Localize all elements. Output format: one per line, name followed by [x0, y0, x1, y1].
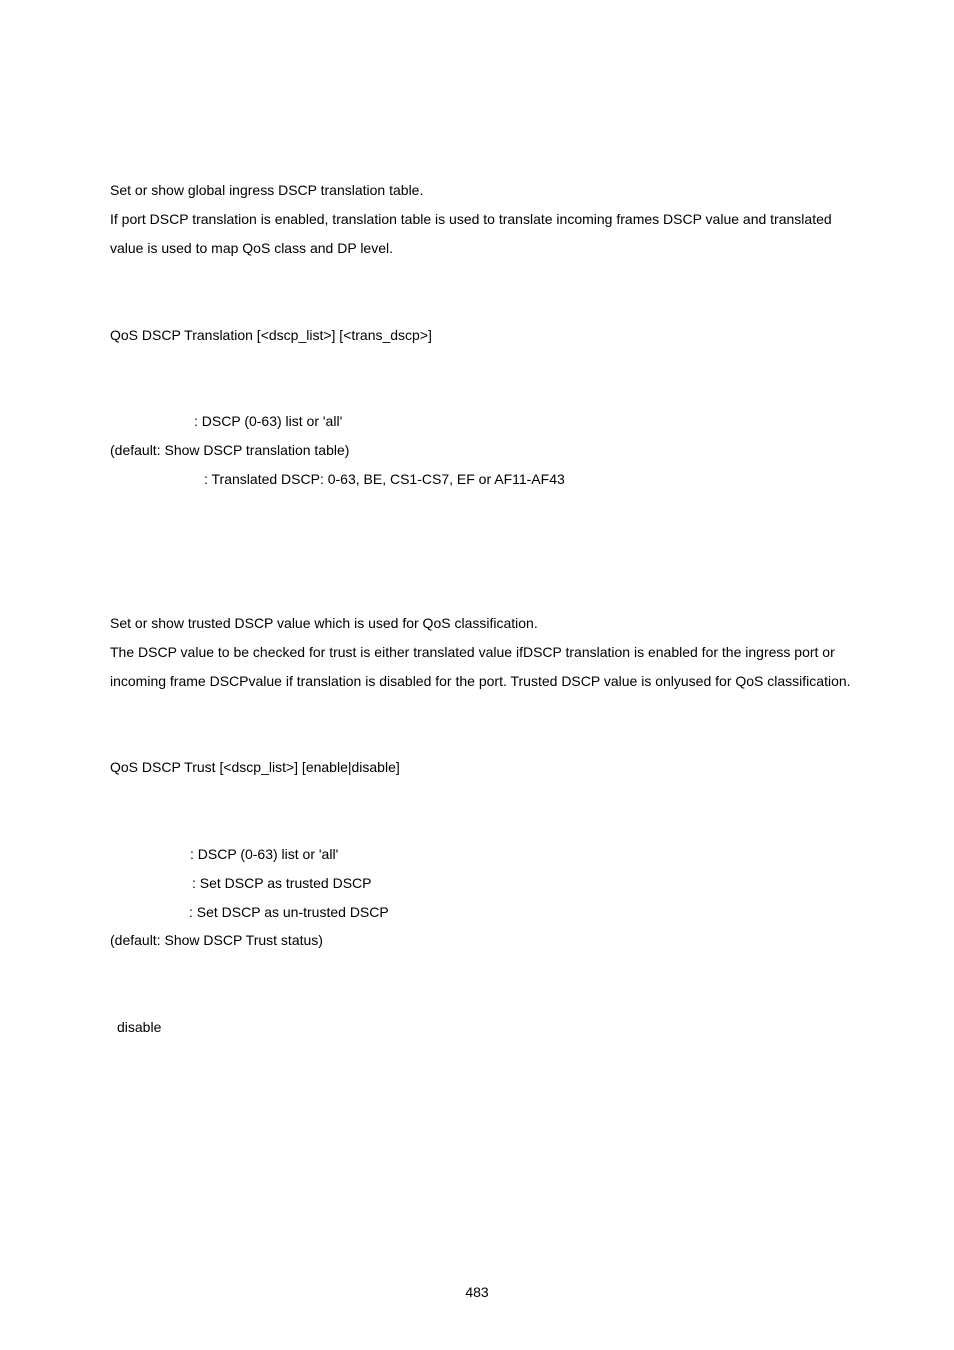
description-line: If port DSCP translation is enabled, translation table is used to translate incoming frames DSCP value and translated [110, 211, 832, 227]
page-number: 483 [465, 1284, 489, 1300]
param-disable: : Set DSCP as un-trusted DSCP [189, 904, 389, 920]
param-default: (default: Show DSCP translation table) [110, 442, 350, 458]
description-line: incoming frame DSCPvalue if translation is disabled for the port. Trusted DSCP value is onlyused for QoS classification. [110, 673, 851, 689]
syntax-text: QoS DSCP Translation [<dscp_list>] [<trans_dscp>] [110, 327, 432, 343]
description-line: The DSCP value to be checked for trust is either translated value ifDSCP translation is enabled for the ingress port or [110, 644, 835, 660]
default-value: disable [117, 1019, 162, 1035]
syntax-text: QoS DSCP Trust [<dscp_list>] [enable|disable] [110, 759, 400, 775]
param-enable: : Set DSCP as trusted DSCP [192, 875, 372, 891]
param-dscp-list: : DSCP (0-63) list or 'all' [194, 413, 343, 429]
param-trans-dscp: : Translated DSCP: 0-63, BE, CS1-CS7, EF or AF11-AF43 [204, 471, 565, 487]
description-line: value is used to map QoS class and DP level. [110, 240, 394, 256]
param-dscp-list: : DSCP (0-63) list or 'all' [190, 846, 339, 862]
description-line: Set or show trusted DSCP value which is used for QoS classification. [110, 615, 538, 631]
param-default: (default: Show DSCP Trust status) [110, 932, 323, 948]
description-line: Set or show global ingress DSCP translation table. [110, 182, 424, 198]
